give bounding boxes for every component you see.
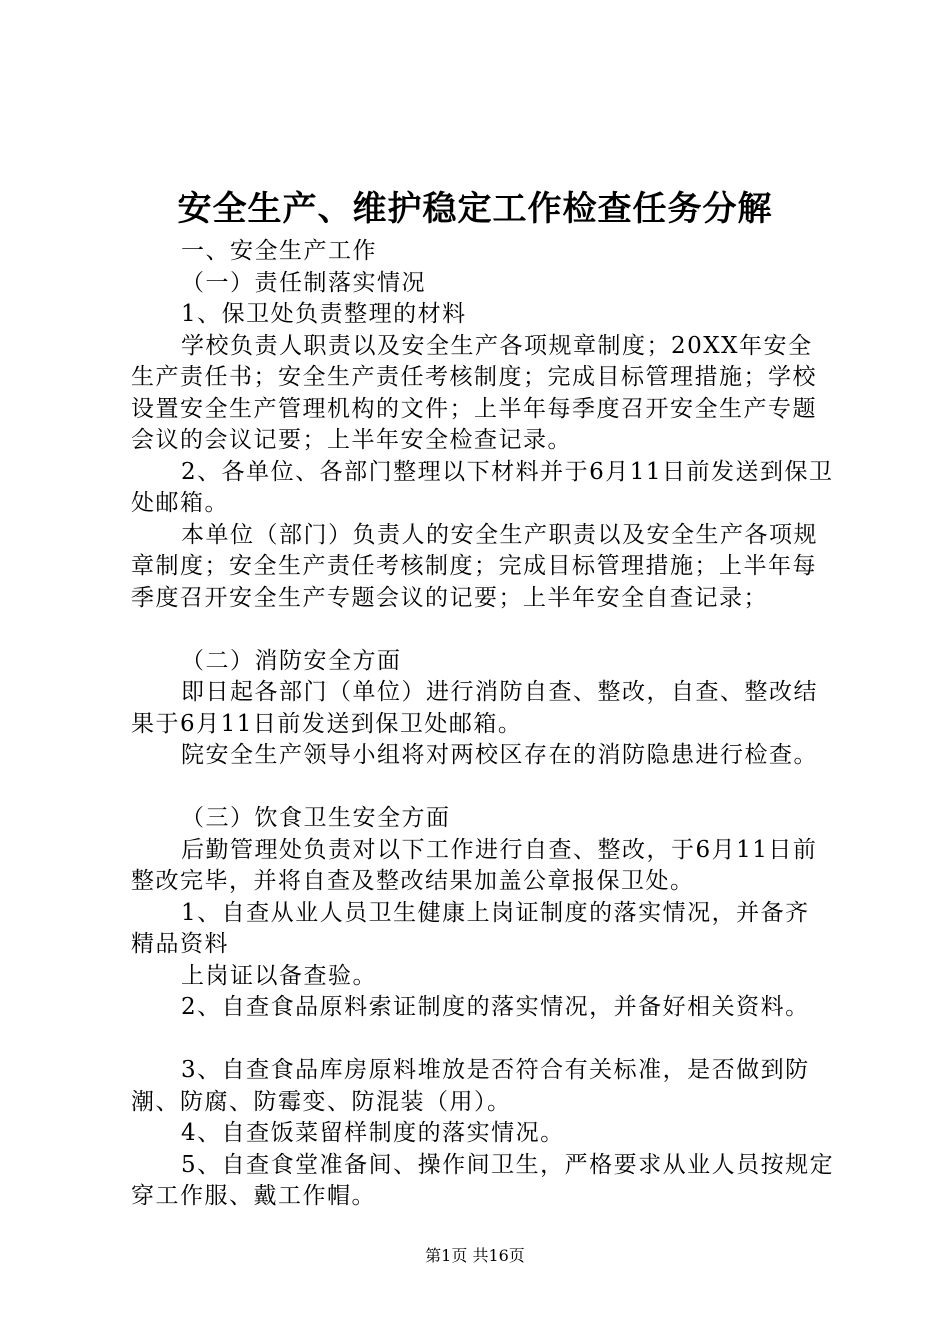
body-paragraph: 院安全生产领导小组将对两校区存在的消防隐患进行检查。	[181, 742, 818, 768]
item-paragraph: 2、各单位、各部门整理以下材料并于6月11日前发送到保卫处邮箱。	[131, 458, 834, 516]
body-paragraph: 即日起各部门（单位）进行消防自查、整改，自查、整改结果于6月11日前发送到保卫处邮箱。	[131, 679, 818, 737]
paragraph-gap	[131, 1024, 836, 1056]
item-paragraph: 1、自查从业人员卫生健康上岗证制度的落实情况，并备齐	[181, 899, 810, 926]
subsection-heading: （一）责任制落实情况	[181, 269, 426, 296]
document-title: 安全生产、维护稳定工作检查任务分解	[177, 189, 773, 229]
page-number-footer: 第1页 共16页	[425, 1246, 525, 1265]
subsection-heading: （二）消防安全方面	[181, 647, 402, 674]
item-heading: 1、保卫处负责整理的材料	[181, 301, 467, 327]
section-heading: 一、安全生产工作	[181, 238, 377, 264]
item-paragraph: 4、自查饭菜留样制度的落实情况。	[181, 1120, 565, 1146]
item-paragraph: 3、自查食品库房原料堆放是否符合有关标准，是否做到防潮、防腐、防霉变、防混装（用）。	[131, 1057, 810, 1115]
paragraph-gap	[131, 614, 836, 646]
document-body	[131, 236, 836, 1213]
body-paragraph: 本单位（部门）负责人的安全生产职责以及安全生产各项规章制度；安全生产责任考核制度；完成目标管理措施；上半年每季度召开安全生产专题会议的记要；上半年安全自查记录；	[131, 521, 818, 611]
body-paragraph: 后勤管理处负责对以下工作进行自查、整改，于6月11日前整改完毕，并将自查及整改结果加盖公章报保卫处。	[131, 836, 818, 894]
paragraph-gap	[131, 772, 836, 804]
body-paragraph: 学校负责人职责以及安全生产各项规章制度；20XX年安全生产责任书；安全生产责任考核制度；完成目标管理措施；学校设置安全生产管理机构的文件；上半年每季度召开安全生产专题会议的会议记要；上半年安全检查记录。	[131, 332, 817, 453]
watermark-text: 精品资料	[131, 931, 229, 957]
item-paragraph: 2、自查食品原料索证制度的落实情况，并备好相关资料。	[181, 994, 810, 1020]
item-paragraph: 5、自查食堂准备间、操作间卫生，严格要求从业人员按规定穿工作服、戴工作帽。	[131, 1151, 835, 1209]
subsection-heading: （三）饮食卫生安全方面	[181, 805, 451, 831]
body-paragraph: 上岗证以备查验。	[181, 962, 377, 989]
